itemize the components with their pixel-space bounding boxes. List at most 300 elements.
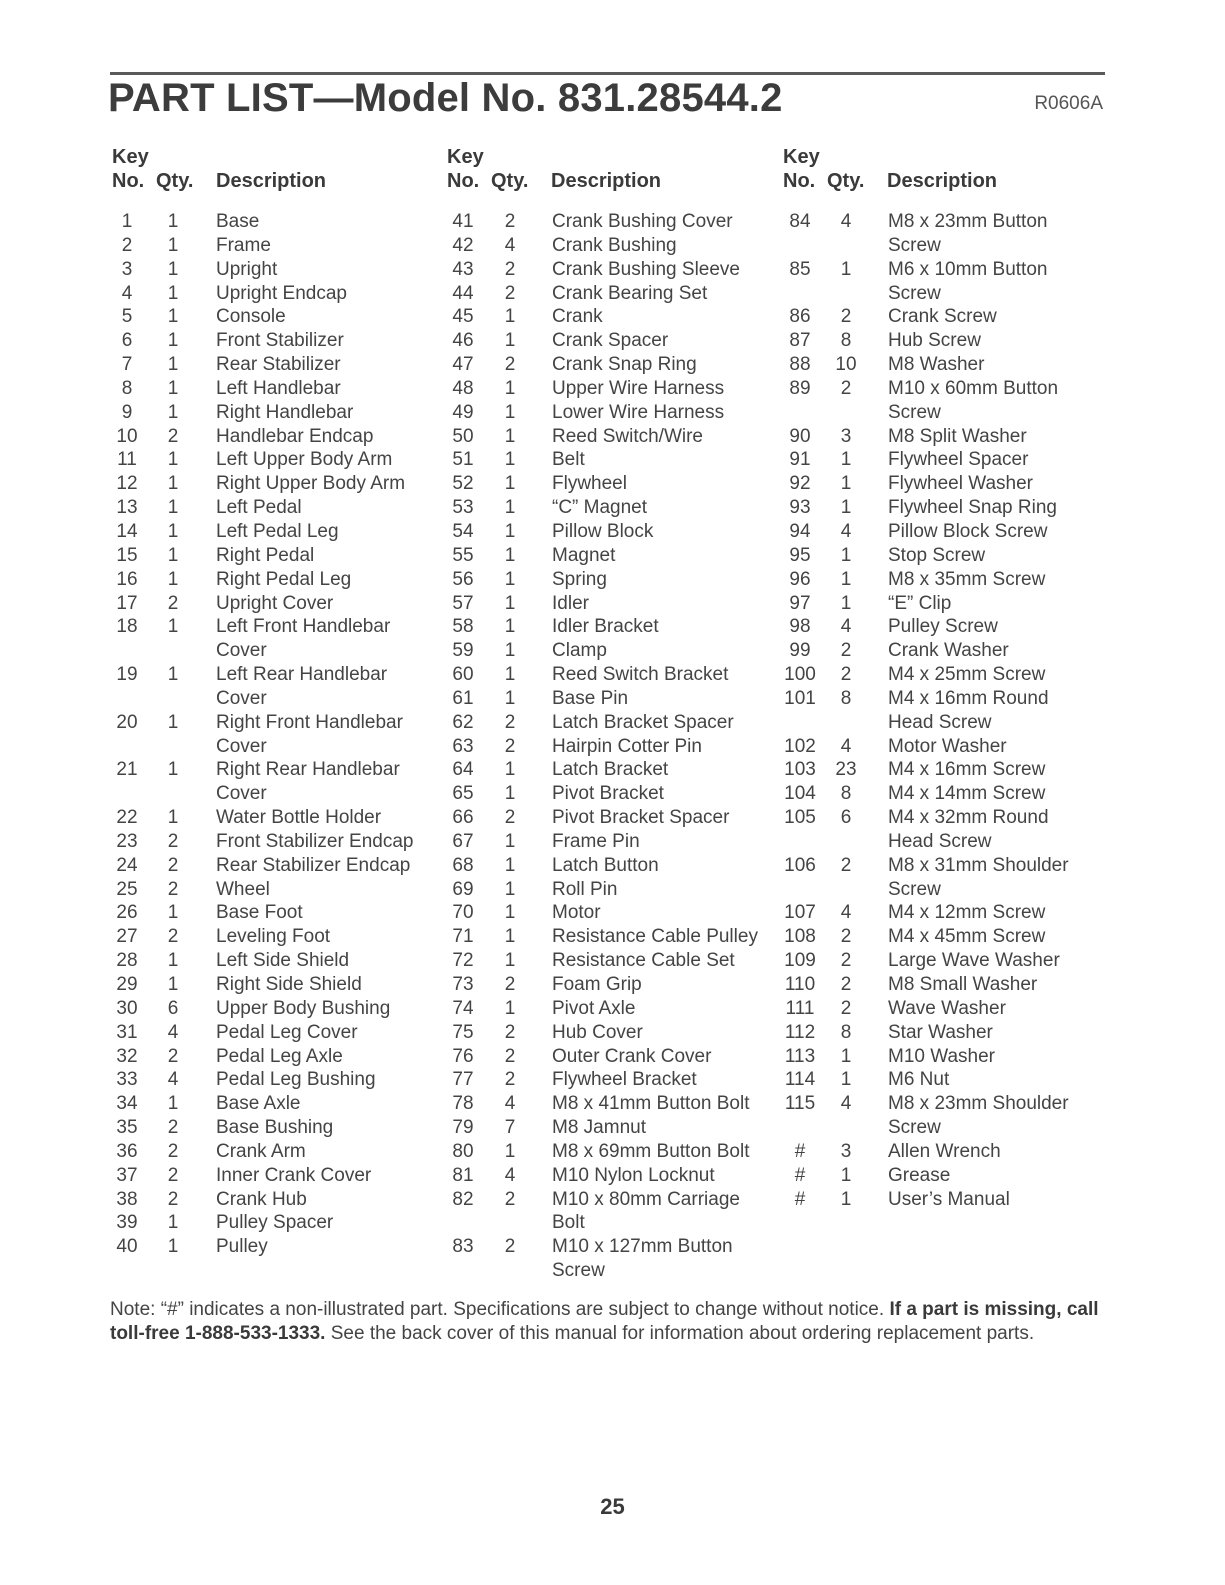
no-header: No. (783, 170, 816, 192)
part-description: Pillow Block (552, 520, 654, 542)
part-key-number: 51 (452, 449, 474, 471)
part-description: Handlebar Endcap (216, 425, 374, 447)
part-row (447, 997, 758, 1021)
part-key-number: 66 (452, 807, 474, 829)
part-description: Resistance Cable Pulley (552, 926, 758, 948)
part-key-number: 109 (784, 950, 816, 972)
part-quantity: 4 (840, 735, 852, 757)
part-key-number: 31 (116, 1021, 138, 1043)
part-row (447, 711, 758, 735)
part-key-number: 48 (452, 377, 474, 399)
part-description: Foam Grip (552, 974, 642, 995)
part-quantity: 4 (840, 616, 852, 638)
part-key-number: 22 (116, 807, 138, 829)
part-key-number: 77 (452, 1069, 474, 1091)
part-row (112, 568, 414, 592)
parts-column-2 (447, 140, 782, 1282)
part-quantity: 1 (167, 1236, 179, 1258)
note-phone: If a part is missing, call toll-free 1-888-533-1333. (110, 1299, 1099, 1344)
part-row (447, 448, 758, 472)
part-key-number: 62 (452, 711, 474, 733)
part-description: Leveling Foot (216, 926, 331, 948)
part-key-number: 10 (116, 425, 138, 447)
part-description: M8 x 35mm Screw (888, 568, 1046, 590)
part-quantity: 1 (504, 997, 516, 1019)
part-row (112, 878, 414, 902)
part-row (112, 496, 414, 520)
part-description: Front Stabilizer Endcap (216, 830, 414, 852)
part-description: User’s Manual (888, 1188, 1010, 1210)
part-key-number: 65 (452, 783, 474, 805)
part-quantity: 8 (840, 687, 852, 709)
part-key-number: 50 (452, 425, 474, 447)
part-key-number: 13 (116, 497, 138, 519)
part-key-number: 21 (116, 759, 138, 781)
part-quantity: 2 (504, 258, 516, 280)
part-key-number: 12 (116, 473, 138, 495)
part-row (447, 1164, 758, 1188)
part-row (447, 568, 758, 592)
part-row (112, 711, 414, 759)
part-row (447, 806, 758, 830)
part-row (447, 782, 758, 806)
part-row (447, 1116, 758, 1140)
part-description: Flywheel Washer (888, 473, 1034, 495)
part-description: Clamp (552, 640, 607, 662)
part-key-number: 39 (116, 1212, 138, 1234)
part-description: Crank Bearing Set (552, 282, 708, 304)
part-quantity: 2 (167, 830, 179, 852)
part-key-number: 85 (789, 258, 811, 280)
part-description: Left Upper Body Arm (216, 449, 393, 471)
parts-column-3 (783, 140, 1103, 1210)
part-row (112, 997, 414, 1021)
part-quantity: 1 (167, 401, 179, 423)
part-quantity: 2 (840, 854, 852, 876)
part-quantity: 4 (504, 234, 516, 256)
part-key-number: 17 (116, 592, 138, 614)
part-description: Right Handlebar (216, 401, 354, 423)
part-row (112, 758, 414, 806)
part-description: Left Front Handlebar Cover (216, 616, 391, 662)
part-row (783, 305, 1069, 329)
part-description: M4 x 16mm Screw (888, 759, 1046, 781)
no-header: No. (112, 170, 145, 192)
part-description: M8 Jamnut (552, 1117, 646, 1139)
part-description: Stop Screw (888, 544, 986, 566)
part-quantity: 1 (167, 1093, 179, 1115)
part-key-number: 101 (784, 687, 816, 709)
part-description: “E” Clip (888, 592, 952, 614)
part-row (447, 925, 758, 949)
part-quantity: 2 (840, 950, 852, 972)
part-row (112, 1164, 414, 1188)
part-description: M6 x 10mm Button Screw (888, 258, 1048, 304)
part-quantity: 1 (504, 330, 516, 352)
part-quantity: 2 (504, 282, 516, 304)
part-key-number: 106 (784, 854, 816, 876)
part-row (783, 425, 1069, 449)
part-row (112, 1211, 414, 1235)
part-row (112, 1116, 414, 1140)
part-row (447, 1188, 758, 1236)
part-row (783, 973, 1069, 997)
part-quantity: 1 (167, 568, 179, 590)
part-row (112, 830, 414, 854)
part-description: Large Wave Washer (888, 950, 1060, 972)
part-quantity: 1 (840, 473, 852, 495)
page-title: PART LIST—Model No. 831.28544.2 (108, 76, 783, 120)
part-key-number: 40 (116, 1236, 138, 1258)
part-key-number: 24 (116, 854, 138, 876)
part-row (447, 1092, 758, 1116)
part-quantity: 1 (167, 330, 179, 352)
part-key-number: 34 (116, 1093, 138, 1115)
part-description: Star Washer (888, 1021, 993, 1043)
part-key-number: 113 (784, 1045, 816, 1067)
part-key-number: 54 (452, 520, 474, 542)
part-quantity: 2 (840, 377, 852, 399)
parts-rows (783, 210, 1069, 1211)
part-description: Left Pedal Leg (216, 520, 339, 542)
part-quantity: 1 (840, 568, 852, 590)
top-rule (110, 72, 1105, 75)
description-header: Description (887, 170, 998, 192)
part-description: Lower Wire Harness (552, 401, 725, 423)
part-quantity: 1 (504, 950, 516, 972)
part-description: Crank Arm (216, 1140, 306, 1162)
part-key-number: 81 (452, 1164, 474, 1186)
part-description: Crank Snap Ring (552, 354, 697, 376)
part-key-number: 60 (452, 664, 474, 686)
part-quantity: 1 (167, 616, 179, 638)
part-quantity: 8 (840, 330, 852, 352)
part-row (783, 472, 1069, 496)
part-quantity: 2 (504, 1188, 516, 1210)
part-key-number: 107 (784, 902, 816, 924)
part-key-number: 70 (452, 902, 474, 924)
part-key-number: 97 (789, 592, 811, 614)
part-row (112, 1068, 414, 1092)
part-description: “C” Magnet (552, 497, 648, 519)
part-key-number: 61 (452, 687, 474, 709)
no-header: No. (447, 170, 480, 192)
part-description: Right Pedal Leg (216, 568, 352, 590)
parts-rows (112, 210, 414, 1259)
part-key-number: 19 (116, 664, 138, 686)
part-row (783, 615, 1069, 639)
part-description: M10 x 60mm Button Screw (888, 377, 1059, 423)
part-key-number: 25 (116, 878, 138, 900)
part-row (112, 258, 414, 282)
part-row (447, 901, 758, 925)
part-quantity: 10 (835, 354, 857, 376)
part-row (783, 568, 1069, 592)
part-key-number: 100 (784, 664, 816, 686)
part-row (783, 1045, 1069, 1069)
part-description: Inner Crank Cover (216, 1164, 372, 1186)
part-key-number: 103 (784, 759, 816, 781)
part-quantity: 2 (167, 926, 179, 948)
part-key-number: 14 (116, 520, 138, 542)
part-description: Right Side Shield (216, 974, 362, 995)
part-key-number: 27 (116, 926, 138, 948)
part-quantity: 1 (504, 830, 516, 852)
part-key-number: 105 (784, 807, 816, 829)
part-row (112, 1235, 414, 1259)
part-row (447, 687, 758, 711)
part-row (112, 1188, 414, 1212)
part-quantity: 1 (504, 854, 516, 876)
part-row (112, 663, 414, 711)
part-quantity: 1 (840, 592, 852, 614)
part-row (447, 973, 758, 997)
part-key-number: 90 (789, 425, 811, 447)
part-key-number: 89 (789, 377, 811, 399)
part-description: M8 x 23mm Shoulder Screw (888, 1093, 1069, 1139)
part-description: Crank Hub (216, 1188, 307, 1210)
part-row (447, 210, 758, 234)
part-key-number: 23 (116, 830, 138, 852)
part-row (783, 949, 1069, 973)
part-quantity: 7 (504, 1117, 516, 1139)
part-description: M8 Split Washer (888, 425, 1027, 447)
part-key-number: 28 (116, 950, 138, 972)
parts-column-1 (112, 140, 432, 1258)
part-quantity: 1 (504, 568, 516, 590)
part-key-number: 94 (789, 520, 811, 542)
part-quantity: 4 (840, 520, 852, 542)
part-key-number: 36 (116, 1140, 138, 1162)
part-row (112, 806, 414, 830)
part-description: M4 x 25mm Screw (888, 664, 1046, 686)
part-description: Crank (552, 306, 603, 328)
part-key-number: 59 (452, 640, 474, 662)
part-key-number: 35 (116, 1117, 138, 1139)
part-quantity: 3 (840, 425, 852, 447)
part-description: Frame Pin (552, 830, 640, 852)
part-description: M4 x 12mm Screw (888, 902, 1046, 924)
part-description: Right Pedal (216, 544, 315, 566)
part-key-number: 110 (784, 974, 816, 995)
part-row (783, 687, 1069, 735)
part-key-number: 102 (784, 735, 816, 757)
part-row (783, 520, 1069, 544)
part-row (783, 258, 1069, 306)
part-description: Frame (216, 234, 271, 256)
part-quantity: 2 (840, 974, 852, 995)
part-quantity: 1 (840, 1188, 852, 1210)
part-quantity: 2 (840, 306, 852, 328)
part-row (783, 806, 1069, 854)
part-quantity: 2 (167, 1117, 179, 1139)
part-key-number: 53 (452, 497, 474, 519)
part-row (112, 353, 414, 377)
part-key-number: 91 (789, 449, 811, 471)
qty-header: Qty. (491, 170, 529, 192)
part-quantity: 1 (167, 306, 179, 328)
part-description: Crank Screw (888, 306, 997, 328)
part-quantity: 1 (504, 425, 516, 447)
part-description: Latch Button (552, 854, 659, 876)
part-quantity: 1 (504, 783, 516, 805)
part-key-number: 37 (116, 1164, 138, 1186)
part-description: Motor Washer (888, 735, 1007, 757)
part-description: Left Handlebar (216, 377, 341, 399)
part-row (447, 878, 758, 902)
part-description: Base Bushing (216, 1117, 334, 1139)
part-row (112, 615, 414, 663)
part-row (447, 353, 758, 377)
part-key-number: 20 (116, 711, 138, 733)
description-header: Description (551, 170, 662, 192)
part-key-number: 115 (784, 1093, 816, 1115)
part-description: M4 x 14mm Screw (888, 783, 1046, 805)
part-description: Base (216, 211, 260, 232)
part-description: Pivot Bracket Spacer (552, 807, 730, 829)
part-quantity: 4 (504, 1093, 516, 1115)
part-row (783, 1068, 1069, 1092)
part-quantity: 2 (167, 1045, 179, 1067)
part-description: Pivot Bracket (552, 783, 664, 805)
part-row (783, 496, 1069, 520)
part-quantity: 1 (504, 497, 516, 519)
description-header: Description (216, 170, 327, 192)
part-row (447, 1021, 758, 1045)
part-description: Crank Bushing Cover (552, 211, 733, 232)
part-key-number: 32 (116, 1045, 138, 1067)
part-key-number: 79 (452, 1117, 474, 1139)
part-key-number: 111 (785, 997, 815, 1019)
part-description: Upright Endcap (216, 282, 347, 304)
part-row (112, 925, 414, 949)
part-description: Pivot Axle (552, 997, 636, 1019)
part-key-number: 64 (452, 759, 474, 781)
part-quantity: 1 (504, 520, 516, 542)
part-quantity: 1 (840, 1045, 852, 1067)
part-description: Flywheel Spacer (888, 449, 1029, 471)
page-number: 25 (600, 1494, 625, 1519)
footnote (110, 1298, 1110, 1346)
part-key-number: 1 (121, 211, 133, 232)
part-quantity: 2 (167, 425, 179, 447)
part-description: Pedal Leg Bushing (216, 1069, 376, 1091)
part-description: M4 x 45mm Screw (888, 926, 1046, 948)
part-description: Motor (552, 902, 601, 924)
part-row (447, 592, 758, 616)
part-key-number: 58 (452, 616, 474, 638)
part-row (783, 1092, 1069, 1140)
part-row (783, 1188, 1069, 1212)
part-description: Hub Cover (552, 1021, 643, 1043)
qty-header: Qty. (827, 170, 865, 192)
part-quantity: 6 (840, 807, 852, 829)
part-row (112, 1092, 414, 1116)
part-row (112, 592, 414, 616)
part-quantity: 1 (840, 449, 852, 471)
part-quantity: 1 (504, 878, 516, 900)
part-key-number: # (794, 1188, 806, 1210)
part-key-number: 4 (121, 282, 133, 304)
part-description: Flywheel (552, 473, 627, 495)
part-description: M6 Nut (888, 1069, 950, 1091)
part-description: Console (216, 306, 286, 328)
part-description: Base Foot (216, 902, 303, 924)
part-quantity: 1 (504, 687, 516, 709)
part-row (783, 329, 1069, 353)
part-key-number: 7 (121, 354, 133, 376)
part-row (447, 472, 758, 496)
part-quantity: 2 (167, 878, 179, 900)
part-row (447, 1045, 758, 1069)
part-description: Right Upper Body Arm (216, 473, 406, 495)
part-row (447, 258, 758, 282)
part-key-number: 9 (121, 401, 133, 423)
part-key-number: 5 (121, 306, 133, 328)
part-quantity: 4 (840, 902, 852, 924)
column-header (447, 140, 782, 198)
part-quantity: 2 (840, 664, 852, 686)
part-quantity: 1 (167, 377, 179, 399)
part-quantity: 2 (504, 1021, 516, 1043)
part-key-number: 49 (452, 401, 474, 423)
part-quantity: 2 (840, 926, 852, 948)
part-row (783, 735, 1069, 759)
part-quantity: 2 (167, 1164, 179, 1186)
part-quantity: 2 (167, 854, 179, 876)
part-description: Resistance Cable Set (552, 950, 735, 972)
part-quantity: 2 (167, 1188, 179, 1210)
part-description: M10 Nylon Locknut (552, 1164, 715, 1186)
part-quantity: 1 (167, 520, 179, 542)
part-description: Latch Bracket (552, 759, 669, 781)
part-row (783, 639, 1069, 663)
part-description: Crank Bushing (552, 234, 677, 256)
part-row (112, 234, 414, 258)
part-quantity: 8 (840, 1021, 852, 1043)
part-key-number: 104 (784, 783, 816, 805)
key-header: Key (447, 146, 484, 168)
part-description: Wheel (216, 878, 270, 900)
part-row (112, 1021, 414, 1045)
key-header: Key (783, 146, 820, 168)
part-key-number: 73 (452, 974, 474, 995)
part-description: Hairpin Cotter Pin (552, 735, 702, 757)
part-description: M8 x 23mm Button Screw (888, 211, 1048, 256)
parts-rows (447, 210, 758, 1283)
part-key-number: 72 (452, 950, 474, 972)
part-key-number: 92 (789, 473, 811, 495)
key-header: Key (112, 146, 149, 168)
part-quantity: 2 (504, 1069, 516, 1091)
part-quantity: 1 (167, 354, 179, 376)
part-description: Grease (888, 1164, 951, 1186)
part-description: Pulley (216, 1236, 268, 1258)
part-quantity: 2 (840, 997, 852, 1019)
part-row (447, 377, 758, 401)
part-row (112, 377, 414, 401)
part-quantity: 1 (840, 258, 852, 280)
part-description: Idler (552, 592, 589, 614)
part-quantity: 4 (504, 1164, 516, 1186)
part-description: Pulley Screw (888, 616, 998, 638)
part-description: Upright (216, 258, 278, 280)
part-quantity: 1 (167, 234, 179, 256)
part-quantity: 4 (167, 1021, 179, 1043)
part-key-number: 57 (452, 592, 474, 614)
part-row (447, 1235, 758, 1283)
part-row (112, 282, 414, 306)
